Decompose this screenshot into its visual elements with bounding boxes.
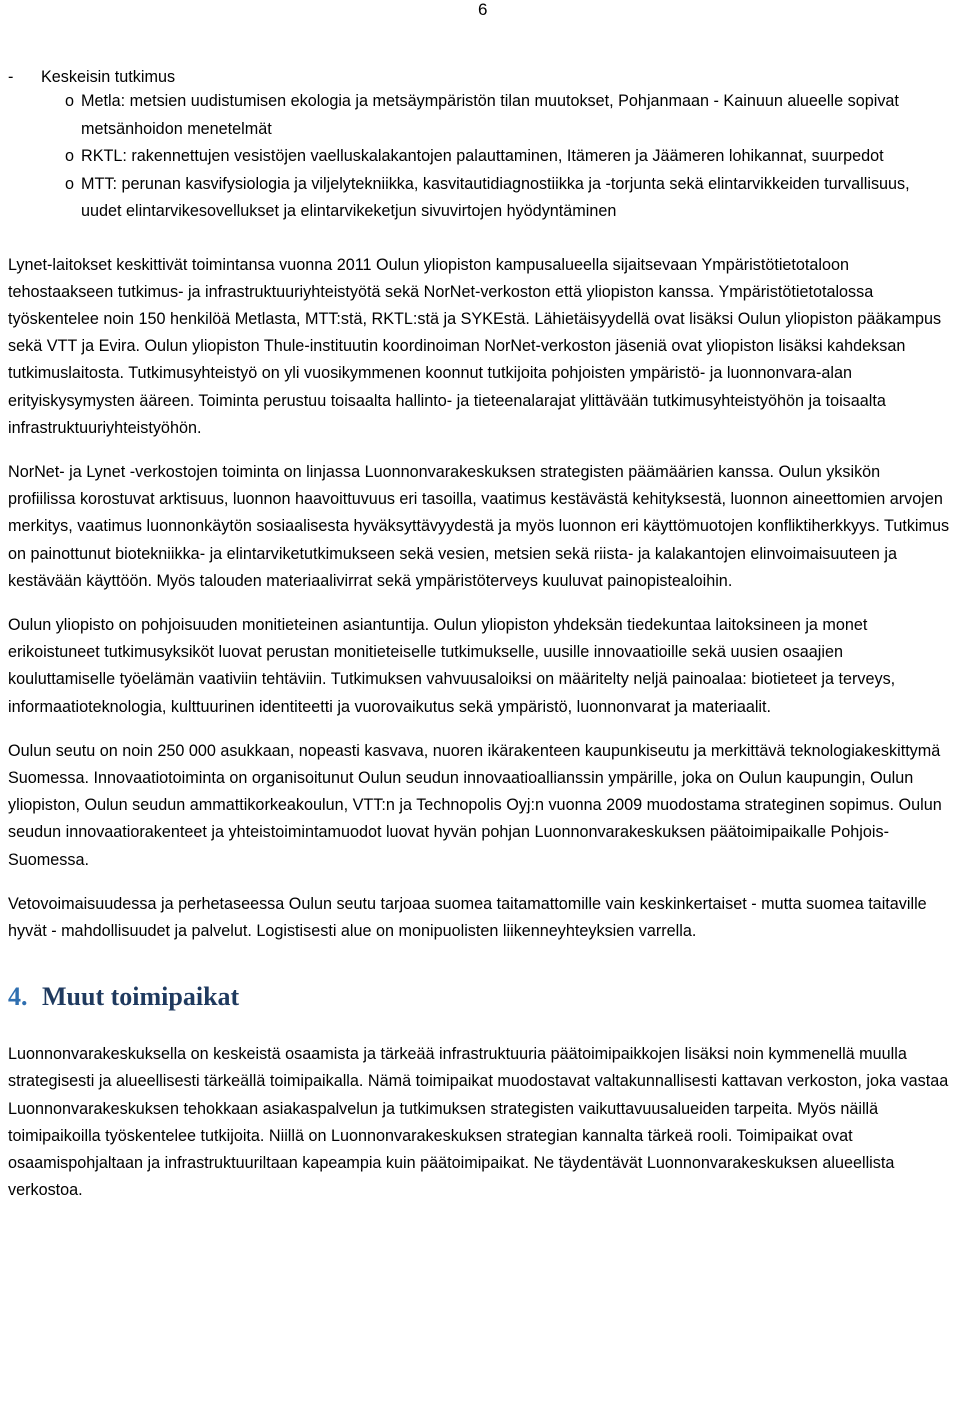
list-heading — [8, 66, 952, 88]
list-item-text: Metla: metsien uudistumisen ekologia ja metsäympäristön tilan muutokset, Pohjanmaan - Kainuun alueelle sopivat metsänhoidon menetelmät — [81, 92, 899, 138]
section-title: Muut toimipaikat — [42, 982, 240, 1012]
paragraph-attractiveness: Vetovoimaisuudessa ja perhetaseessa Oulun seutu tarjoaa suomea taitamattomille vain keskinkertaiset - mutta suomea taitaville hyvät - mahdollisuudet ja palvelut. Logistisesti alue on monipuolisten liikenneyhteyksien varrella. — [8, 894, 927, 940]
list-item-text: MTT: perunan kasvifysiologia ja viljelytekniikka, kasvitautidiagnostiikka ja -torjunta sekä elintarvikkeiden turvallisuus, uudet elintarvikesovellukset ja elintarvikeketjun sivuvirtojen hyödyntäminen — [81, 174, 910, 220]
list-item — [8, 88, 952, 143]
paragraph-other-offices: Luonnonvarakeskuksella on keskeistä osaamista ja tärkeää infrastruktuuria päätoimipaikkojen lisäksi noin kymmenellä muulla strategisesti ja alueellisesti tärkeällä toimipaikalla. Nämä toimipaikat muodostavat valtakunnallisesti kattavan verkoston, joka vastaa Luonnonvarakeskuksen tehokkaan asiakaspalvelun ja tutkimuksen strategisten vaikuttavuusalueiden tarpeita. Myös näillä toimipaikoilla työskentelee tutkijoita. Niillä on Luonnonvarakeskuksen strategian kannalta tärkeä rooli. Toimipaikat ovat osaamispohjaltaan ja infrastruktuuriltaan kapeampia kuin päätoimipaikat. Ne täydentävät Luonnonvarakeskuksen alueellista verkostoa. — [8, 1045, 949, 1200]
section-number: 4. — [8, 982, 28, 1012]
paragraph-lynet: Lynet-laitokset keskittivät toimintansa vuonna 2011 Oulun yliopiston kampusalueella sijaitsevaan Ympäristötietotaloon tehostaakseen tutkimus- ja infrastruktuuriyhteistyötä sekä NorNet-verkoston että yliopiston kanssa. Ympäristötietotalossa työskentelee noin 150 henkilöä Metlasta, MTT:stä, RKTL:stä ja SYKEstä. Lähietäisyydellä ovat lisäksi Oulun yliopiston pääkampus sekä VTT ja Evira. Oulun yliopiston Thule-instituutin koordinoiman NorNet-verkoston jäseniä ovat yliopiston lisäksi kahdeksan tutkimuslaitosta. Tutkimusyhteistyö on yli vuosikymmenen koonnut tutkijoita pohjoisten ympäristö- ja luonnonvara-alan erityiskysymysten ääreen. Toiminta perustuu toisaalta hallinto- ja tieteenalarajat ylittävään tutkimusyhteistyöhön ja toisaalta infrastruktuuriyhteistyöhön. — [8, 255, 942, 437]
research-list — [8, 88, 952, 226]
list-item — [8, 171, 952, 226]
section-heading — [8, 981, 952, 1013]
document-body — [8, 66, 952, 1204]
list-item — [8, 143, 952, 171]
list-item-text: RKTL: rakennettujen vesistöjen vaelluskalakantojen palauttaminen, Itämeren ja Jäämeren lohikannat, suurpedot — [81, 147, 884, 165]
dash-marker: - — [8, 68, 14, 86]
paragraph-nornet: NorNet- ja Lynet -verkostojen toiminta on linjassa Luonnonvarakeskuksen strategisten päämäärien kanssa. Oulun yksikön profiilissa korostuvat arktisuus, luonnon haavoittuvuus eri tasoilla, vaatimus kestävästä kehityksestä, luonnon aineettomien arvojen merkitys, vaatimus luonnonkäytön sosiaalisesta hyväksyttävyydestä ja myös luonnon eri käyttömuotojen konfliktiherkkyys. Tutkimus on painottunut biotekniikka- ja elintarviketutkimukseen sekä vesien, metsien sekä riista- ja kalakantojen elinvoimaisuuteen ja kestävään käyttöön. Myös talouden materiaalivirrat sekä ympäristöterveys kuuluvat painopistealoihin. — [8, 462, 950, 590]
list-title: Keskeisin tutkimus — [41, 68, 176, 86]
page-number: 6 — [478, 0, 488, 19]
bullet-marker: o — [65, 174, 75, 193]
bullet-marker: o — [65, 92, 75, 110]
paragraph-region: Oulun seutu on noin 250 000 asukkaan, nopeasti kasvava, nuoren ikärakenteen kaupunkiseutu ja merkittävä teknologiakeskittymä Suomessa. Innovaatiotoiminta on organisoitunut Oulun seudun innovaatioallianssin ympärille, joka on Oulun kaupungin, Oulun yliopiston, Oulun seudun ammattikorkeakoulun, VTT:n ja Technopolis Oyj:n vuonna 2009 muodostama strateginen sopimus. Oulun seudun innovaatiorakenteet ja yhteistoimintamuodot luovat hyvän pohjan Luonnonvarakeskuksen päätoimipaikalle Pohjois-Suomessa. — [8, 741, 942, 869]
bullet-marker: o — [65, 147, 75, 165]
paragraph-university: Oulun yliopisto on pohjoisuuden monitieteinen asiantuntija. Oulun yliopiston yhdeksän tiedekuntaa laitoksineen ja monet erikoistuneet tutkimusyksiköt luovat perustan monitieteiselle tutkimukselle, uusille innovaatioille sekä uusien osaajien kouluttamiselle työelämän vaativiin tehtäviin. Tutkimuksen vahvuusaloiksi on määritelty neljä painoalaa: biotieteet ja terveys, informaatioteknologia, kulttuurinen identiteetti ja vuorovaikutus sekä ympäristö, luonnonvarat ja materiaalit. — [8, 615, 896, 716]
